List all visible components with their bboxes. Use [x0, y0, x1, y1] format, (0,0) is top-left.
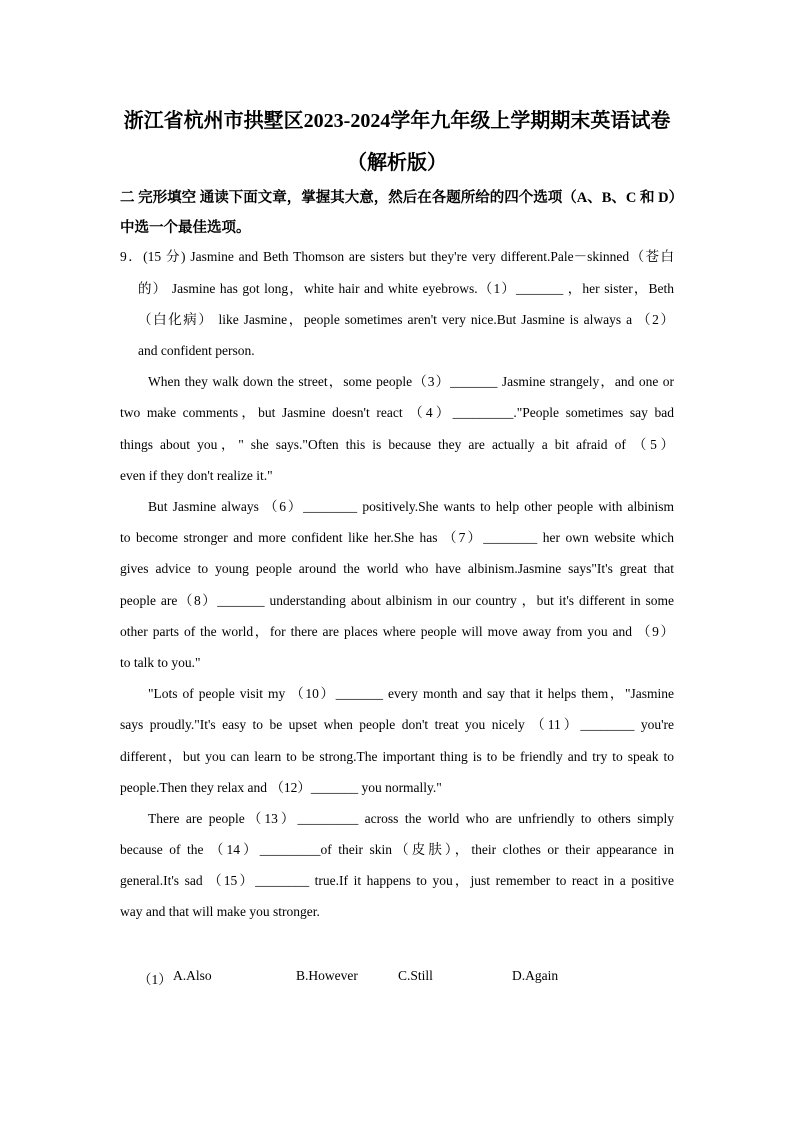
passage-line: But Jasmine always （6）________ positively.She wants to help other people with albinism	[148, 499, 674, 514]
passage-line: gives advice to young people around the world who have albinism.Jasmine says"It's great that	[120, 561, 674, 576]
passage-line: people.Then they relax and （12）_______ you normally."	[120, 780, 442, 795]
passage-line: 的） Jasmine has got long，white hair and white eyebrows.（1）_______ ，her sister，Beth	[138, 281, 674, 296]
option-b: B.However	[296, 968, 358, 983]
passage-line: general.It's sad （15）________ true.If it happens to you，just remember to react in a positive	[120, 873, 674, 888]
passage-line: because of the （14）_________of their skin（皮肤），their clothes or their appearance in	[120, 842, 674, 857]
passage-line: way and that will make you stronger.	[120, 904, 320, 919]
section-instruction-line-2: 中选一个最佳选项。	[120, 220, 251, 236]
passage-line: 9．(15 分) Jasmine and Beth Thomson are sisters but they're very different.Pale－skinned（苍白	[120, 249, 674, 264]
exam-subtitle: （解析版）	[347, 152, 447, 174]
passage-line: even if they don't realize it."	[120, 468, 273, 483]
passage-line: "Lots of people visit my （10）_______ every month and say that it helps them，"Jasmine	[148, 686, 674, 701]
passage-line: （白化病） like Jasmine，people sometimes aren't very nice.But Jasmine is always a （2）	[138, 312, 674, 327]
passage-line: says proudly."It's easy to be upset when people don't treat you nicely （11）________ you're	[120, 717, 674, 732]
question-number: （1）	[138, 972, 172, 987]
passage-line: to become stronger and more confident like her.She has （7）________ her own website which	[120, 530, 674, 545]
exam-title: 浙江省杭州市拱墅区2023-2024学年九年级上学期期末英语试卷	[123, 110, 671, 132]
option-a: A.Also	[173, 968, 212, 983]
option-d: D.Again	[512, 968, 559, 983]
passage-line: When they walk down the street，some people（3）_______ Jasmine strangely，and one or	[148, 374, 674, 389]
passage-line: and confident person.	[138, 343, 255, 358]
passage-line: to talk to you."	[120, 655, 201, 670]
passage-line: people are（8）_______ understanding about albinism in our country ，but it's different in some	[120, 593, 674, 608]
section-instruction-line-1: 二 完形填空 通读下面文章，掌握其大意，然后在各题所给的四个选项（A、B、C 和 D）	[120, 190, 684, 206]
passage-line: things about you，" she says."Often this is because they are actually a bit afraid of （5）	[120, 437, 674, 452]
passage-line: There are people（13）_________ across the world who are unfriendly to others simply	[148, 811, 674, 826]
passage-line: other parts of the world，for there are places where people will move away from you and （9）	[120, 624, 674, 639]
option-c: C.Still	[398, 968, 433, 983]
passage-line: two make comments，but Jasmine doesn't react （4）_________."People sometimes say bad	[120, 405, 674, 420]
passage-line: different，but you can learn to be strong.The important thing is to be friendly and try to speak to	[120, 749, 674, 764]
